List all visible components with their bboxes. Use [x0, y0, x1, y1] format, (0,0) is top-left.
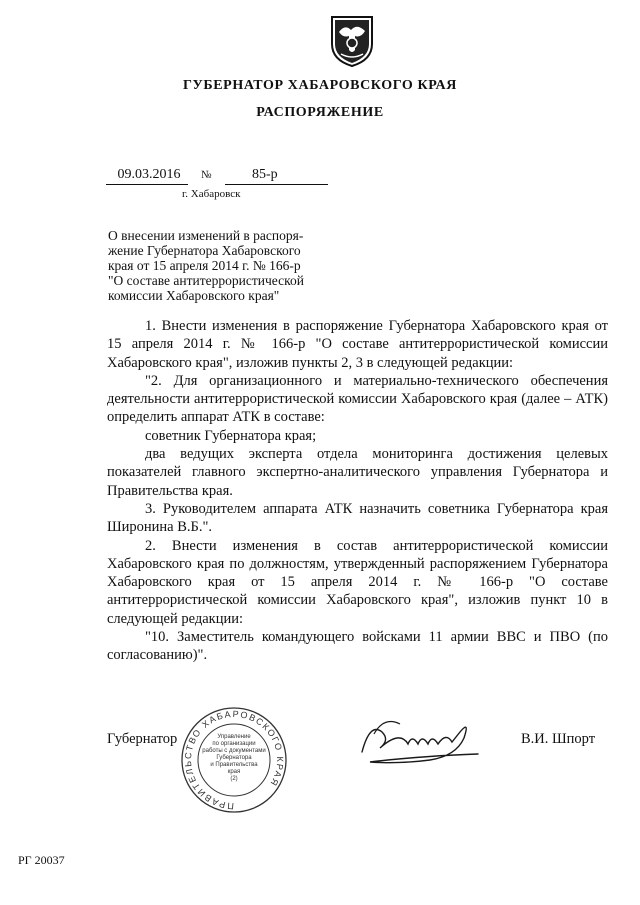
- svg-text:и Правительства: и Правительства: [210, 762, 258, 768]
- subject-line: "О составе антитеррористической: [108, 273, 304, 288]
- signer-position: Губернатор: [107, 731, 178, 747]
- number-label: №: [201, 169, 212, 181]
- document-number: 85-р: [252, 167, 278, 182]
- subject-line: О внесении изменений в распоря-: [108, 228, 304, 243]
- svg-text:работы с документами: работы с документами: [202, 748, 266, 754]
- body-paragraph: 2. Внести изменения в состав антитеррористической комиссии Хабаровского края по должностям, утвержденный распоряжением Губернатора Хабаровского края от 15 апреля 2014 г. № 166-р "О составе антитеррористической комиссии Хабаровского края", изложив пункт 10 в следующей редакции:: [107, 537, 608, 627]
- document-date: 09.03.2016: [117, 167, 181, 182]
- subject-line: жение Губернатора Хабаровского: [108, 243, 301, 258]
- svg-text:по организации: по организации: [212, 741, 256, 747]
- svg-text:Губернатора: Губернатора: [216, 755, 252, 761]
- handwritten-signature: [360, 712, 480, 772]
- svg-text:края: края: [227, 769, 241, 775]
- document-subject: [108, 228, 338, 303]
- date-underline: [106, 184, 188, 185]
- body-paragraph: два ведущих эксперта отдела мониторинга достижения целевых показателей главного экспертно-аналитического управления Губернатора и Правительства края.: [107, 446, 608, 499]
- body-paragraph: "10. Заместитель командующего войсками 11 армии ВВС и ПВО (по согласованию)".: [107, 629, 608, 664]
- body-paragraph: "2. Для организационного и материально-технического обеспечения деятельности антитеррористической комиссии Хабаровского края (далее – АТК) определить аппарат АТК в составе:: [107, 372, 608, 426]
- registration-number: РГ 20037: [18, 853, 65, 867]
- subject-line: края от 15 апреля 2014 г. № 166-р: [108, 258, 301, 273]
- svg-text:Управление: Управление: [217, 734, 251, 740]
- body-paragraph: 3. Руководителем аппарата АТК назначить советника Губернатора края Широнина В.Б.".: [107, 500, 608, 536]
- document-city: г. Хабаровск: [182, 188, 241, 200]
- signer-name: В.И. Шпорт: [521, 731, 596, 747]
- document-type: РАСПОРЯЖЕНИЕ: [256, 105, 384, 120]
- stamp-ring-text: ПРАВИТЕЛЬСТВО ХАБАРОВСКОГО КРАЯ: [182, 708, 286, 812]
- svg-text:(2): (2): [230, 776, 238, 782]
- document-body: [107, 317, 608, 665]
- number-underline: [225, 184, 328, 185]
- coat-of-arms-icon: [329, 14, 375, 68]
- authority-title: ГУБЕРНАТОР ХАБАРОВСКОГО КРАЯ: [183, 78, 457, 93]
- body-paragraph: советник Губернатора края;: [145, 427, 317, 444]
- subject-line: комиссии Хабаровского края": [108, 288, 280, 303]
- official-stamp: [171, 705, 297, 815]
- body-paragraph: 1. Внести изменения в распоряжение Губернатора Хабаровского края от 15 апреля 2014 г. № 166-р "О составе антитеррористической комиссии Хабаровского края", изложив пункты 2, 3 в следующей редакции:: [107, 318, 608, 371]
